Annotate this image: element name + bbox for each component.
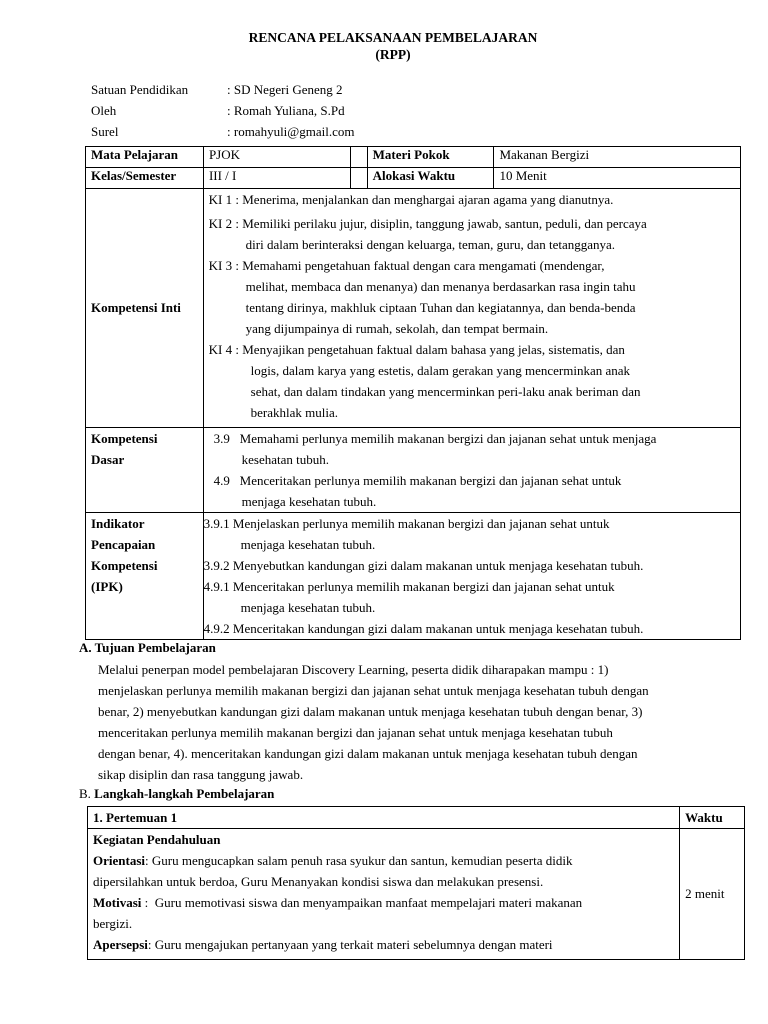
label-mata-pelajaran: Mata Pelajaran [86,147,204,168]
ki-line: yang dijumpainya di rumah, sekolah, dan tempat bermain. [245,321,549,336]
paragraph-line: Melalui penerpan model pembelajaran Discovery Learning, peserta didik diharapakan mampu : 1) [98,662,609,677]
ki-line: KI 1 : Menerima, menjalankan dan menghargai ajaran agama yang dianutnya. [208,192,614,207]
document-subtitle: (RPP) [375,47,411,62]
competency-table [85,188,741,640]
identity-row-email [91,124,355,140]
ipk-line: 4.9.1 Menceritakan perlunya memilih makanan bergizi dan jajanan sehat untuk [203,579,615,594]
section-a-heading: A. Tujuan Pembelajaran [79,640,216,655]
identity-value: : Romah Yuliana, S.Pd [227,103,345,118]
orientasi-line [93,850,674,871]
ki-line: KI 3 : Memahami pengetahuan faktual dengan cara mengamati (mendengar, [208,258,605,273]
apersepsi-label: Apersepsi [93,937,148,952]
ki-line: diri dalam berinteraksi dengan keluarga, teman, guru, dan tetangganya. [245,237,616,252]
apersepsi-line [93,934,674,955]
ki-line: logis, dalam karya yang estetis, dalam gerakan yang mencerminkan anak [250,363,631,378]
ipk-label-line: Pencapaian [91,537,156,552]
ki-content [203,189,740,428]
kegiatan-heading: Kegiatan Pendahuluan [93,832,221,847]
ki-line: KI 2 : Memiliki perilaku jujur, disiplin, tanggung jawab, santun, peduli, dan percaya [208,216,647,231]
paragraph-line: sikap disiplin dan rasa tanggung jawab. [98,767,304,782]
motivasi-text: : Guru memotivasi siswa dan menyampaikan manfaat mempelajari materi makanan [141,895,583,910]
label-materi-pokok: Materi Pokok [367,147,494,168]
kd-line: menjaga kesehatan tubuh. [241,494,377,509]
identity-row-author [91,103,345,119]
kd-line: 3.9 Memahami perlunya memilih makanan bergizi dan jajanan sehat untuk menjaga [213,431,657,446]
orientasi-label: Orientasi [93,853,145,868]
section-b-prefix: B. [79,786,95,801]
ki-line: melihat, membaca dan menanya) dan menanya berdasarkan rasa ingin tahu [245,279,636,294]
ipk-line: menjaga kesehatan tubuh. [240,600,376,615]
value-alokasi-waktu: 10 Menit [494,168,741,189]
section-a-paragraph [98,659,748,785]
ipk-line: 4.9.2 Menceritakan kandungan gizi dalam makanan untuk menjaga kesehatan tubuh. [203,621,644,636]
paragraph-line: menceritakan perlunya memilih makanan bergizi dan jajanan sehat untuk menjaga kesehatan tubuh [98,725,613,740]
kd-line: kesehatan tubuh. [241,452,330,467]
steps-header-pertemuan: 1. Pertemuan 1 [88,807,680,829]
identity-value: : SD Negeri Geneng 2 [227,82,343,97]
section-b-title: Langkah-langkah Pembelajaran [94,786,275,801]
ipk-line: 3.9.1 Menjelaskan perlunya memilih makanan bergizi dan jajanan sehat untuk [203,516,610,531]
info-table [85,146,741,189]
identity-key: Satuan Pendidikan [91,82,189,97]
steps-pendahuluan [88,829,680,960]
identity-value: : romahyuli@gmail.com [227,124,355,139]
orientasi-line-2: dipersilahkan untuk berdoa, Guru Menanyakan kondisi siswa dan melakukan presensi. [93,874,544,889]
identity-row-school [91,82,343,98]
kd-line: 4.9 Menceritakan perlunya memilih makanan bergizi dan jajanan sehat untuk [213,473,622,488]
ipk-label-line: Indikator [91,516,145,531]
ipk-line: 3.9.2 Menyebutkan kandungan gizi dalam makanan untuk menjaga kesehatan tubuh. [203,558,644,573]
orientasi-text: : Guru mengucapkan salam penuh rasa syukur dan santun, kemudian peserta didik [145,853,573,868]
document-title: RENCANA PELAKSANAAN PEMBELAJARAN [248,30,538,45]
ki-line: tentang dirinya, makhluk ciptaan Tuhan dan kegiatannya, dan benda-benda [245,300,636,315]
spacer-cell [350,147,367,168]
value-kelas-semester: III / I [203,168,350,189]
steps-table [87,806,745,960]
section-b-heading [79,786,274,802]
label-alokasi-waktu: Alokasi Waktu [367,168,494,189]
ipk-content [203,513,740,640]
motivasi-line-2: bergizi. [93,916,133,931]
value-mata-pelajaran: PJOK [203,147,350,168]
identity-key: Surel [91,124,119,139]
ki-line: KI 4 : Menyajikan pengetahuan faktual dalam bahasa yang jelas, sistematis, dan [208,342,625,357]
steps-waktu-value: 2 menit [680,829,745,960]
motivasi-label: Motivasi [93,895,142,910]
kd-label-line: Dasar [91,452,125,467]
spacer-cell [350,168,367,189]
ki-line: berakhlak mulia. [250,405,339,420]
ipk-line: menjaga kesehatan tubuh. [240,537,376,552]
paragraph-line: benar, 2) menyebutkan kandungan gizi dalam makanan untuk menjaga kesehatan tubuh dengan benar, 3) [98,704,643,719]
identity-key: Oleh [91,103,117,118]
kd-label [86,428,204,513]
value-materi-pokok: Makanan Bergizi [494,147,741,168]
kd-content [203,428,740,513]
apersepsi-text: : Guru mengajukan pertanyaan yang terkait materi sebelumnya dengan materi [147,937,553,952]
ipk-label-line: (IPK) [91,579,123,594]
paragraph-line: dengan benar, 4). menceritakan kandungan gizi dalam makanan untuk menjaga kesehatan tubuh dengan [98,746,638,761]
ipk-label-line: Kompetensi [91,558,158,573]
ipk-label [86,513,204,640]
label-kelas-semester: Kelas/Semester [86,168,204,189]
kd-label-line: Kompetensi [91,431,158,446]
ki-label: Kompetensi Inti [86,189,204,428]
paragraph-line: menjelaskan perlunya memilih makanan bergizi dan jajanan sehat untuk menjaga kesehatan tubuh dengan [98,683,649,698]
steps-header-waktu: Waktu [680,807,745,829]
motivasi-line [93,892,674,913]
ki-line: sehat, dan dalam tindakan yang mencerminkan peri-laku anak beriman dan [250,384,641,399]
